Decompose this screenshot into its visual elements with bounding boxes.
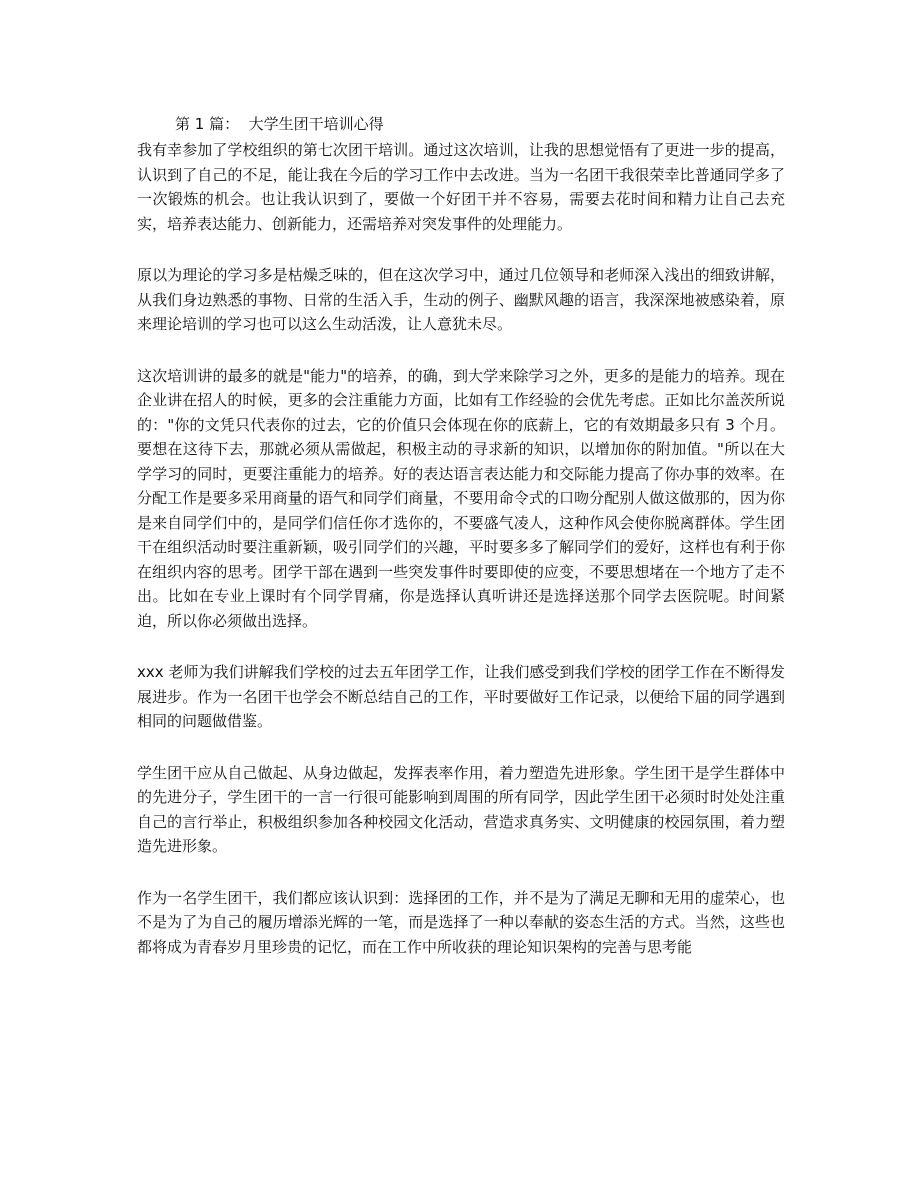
- paragraph-1: 我有幸参加了学校组织的第七次团干培训。通过这次培训，让我的思想觉悟有了更进一步的提高，认识到了自己的不足，能让我在今后的学习工作中去改进。当为一名团干我很荣幸比普通同学多了一次锻炼的机会。也让我认识到了，要做一个好团干并不容易，需要去花时间和精力让自己去充实，培养表达能力、创新能力，还需培养对突发事件的处理能力。: [137, 141, 785, 233]
- paragraph-4: xxx 老师为我们讲解我们学校的过去五年团学工作，让我们感受到我们学校的团学工作在不断得发展进步。作为一名团干也学会不断总结自己的工作，平时要做好工作记录，以便给下届的同学遇到相同的问题做借鉴。: [137, 663, 785, 730]
- paragraph-3: 这次培训讲的最多的就是"能力"的培养，的确，到大学来除学习之外，更多的是能力的培养。现在企业讲在招人的时候，更多的会注重能力方面，比如有工作经验的会优先考虑。正如比尔盖茨所说的："你的文凭只代表你的过去，它的价值只会体现在你的底薪上，它的有效期最多只有 3 个月。要想在这待下去，那就必须从需做起，积极主动的寻求新的知识，以增加你的附加值。"所以在大学学习的同时，更要注重能力的培养。好的表达语言表达能力和交际能力提高了你办事的效率。在分配工作是要多采用商量的语气和同学们商量，不要用命令式的口吻分配别人做这做那的，因为你是来自同学们中的，是同学们信任你才选你的，不要盛气凌人，这种作风会使你脱离群体。学生团干在组织活动时要注重新颖，吸引同学们的兴趣，平时要多多了解同学们的爱好，这样也有利于你在组织内容的思考。团学干部在遇到一些突发事件时要即使的应变，不要思想堵在一个地方了走不出。比如在专业上课时有个同学胃痛，你是选择认真听讲还是选择送那个同学去医院呢。时间紧迫，所以你必须做出选择。: [137, 366, 785, 630]
- document-title: 第 1 篇： 大学生团干培训心得: [175, 115, 384, 133]
- paragraph-6: 作为一名学生团干，我们都应该认识到：选择团的工作，并不是为了满足无聊和无用的虚荣心，也不是为了为自己的履历增添光辉的一笔，而是选择了一种以奉献的姿态生活的方式。当然，这些也都将成为青春岁月里珍贵的记忆，而在工作中所收获的理论知识架构的完善与思考能: [137, 888, 785, 956]
- paragraph-5: 学生团干应从自己做起、从身边做起，发挥表率作用，着力塑造先进形象。学生团干是学生群体中的先进分子，学生团干的一言一行很可能影响到周围的所有同学，因此学生团干必须时时处处注重自己的言行举止，积极组织参加各种校园文化活动，营造求真务实、文明健康的校园氛围，着力塑造先进形象。: [137, 763, 785, 855]
- document-page: [137, 112, 785, 959]
- paragraph-2: 原以为理论的学习多是枯燥乏味的，但在这次学习中，通过几位领导和老师深入浅出的细致讲解，从我们身边熟悉的事物、日常的生活入手，生动的例子、幽默风趣的语言，我深深地被感染着，原来理论培训的学习也可以这么生动活泼，让人意犹未尽。: [137, 266, 785, 333]
